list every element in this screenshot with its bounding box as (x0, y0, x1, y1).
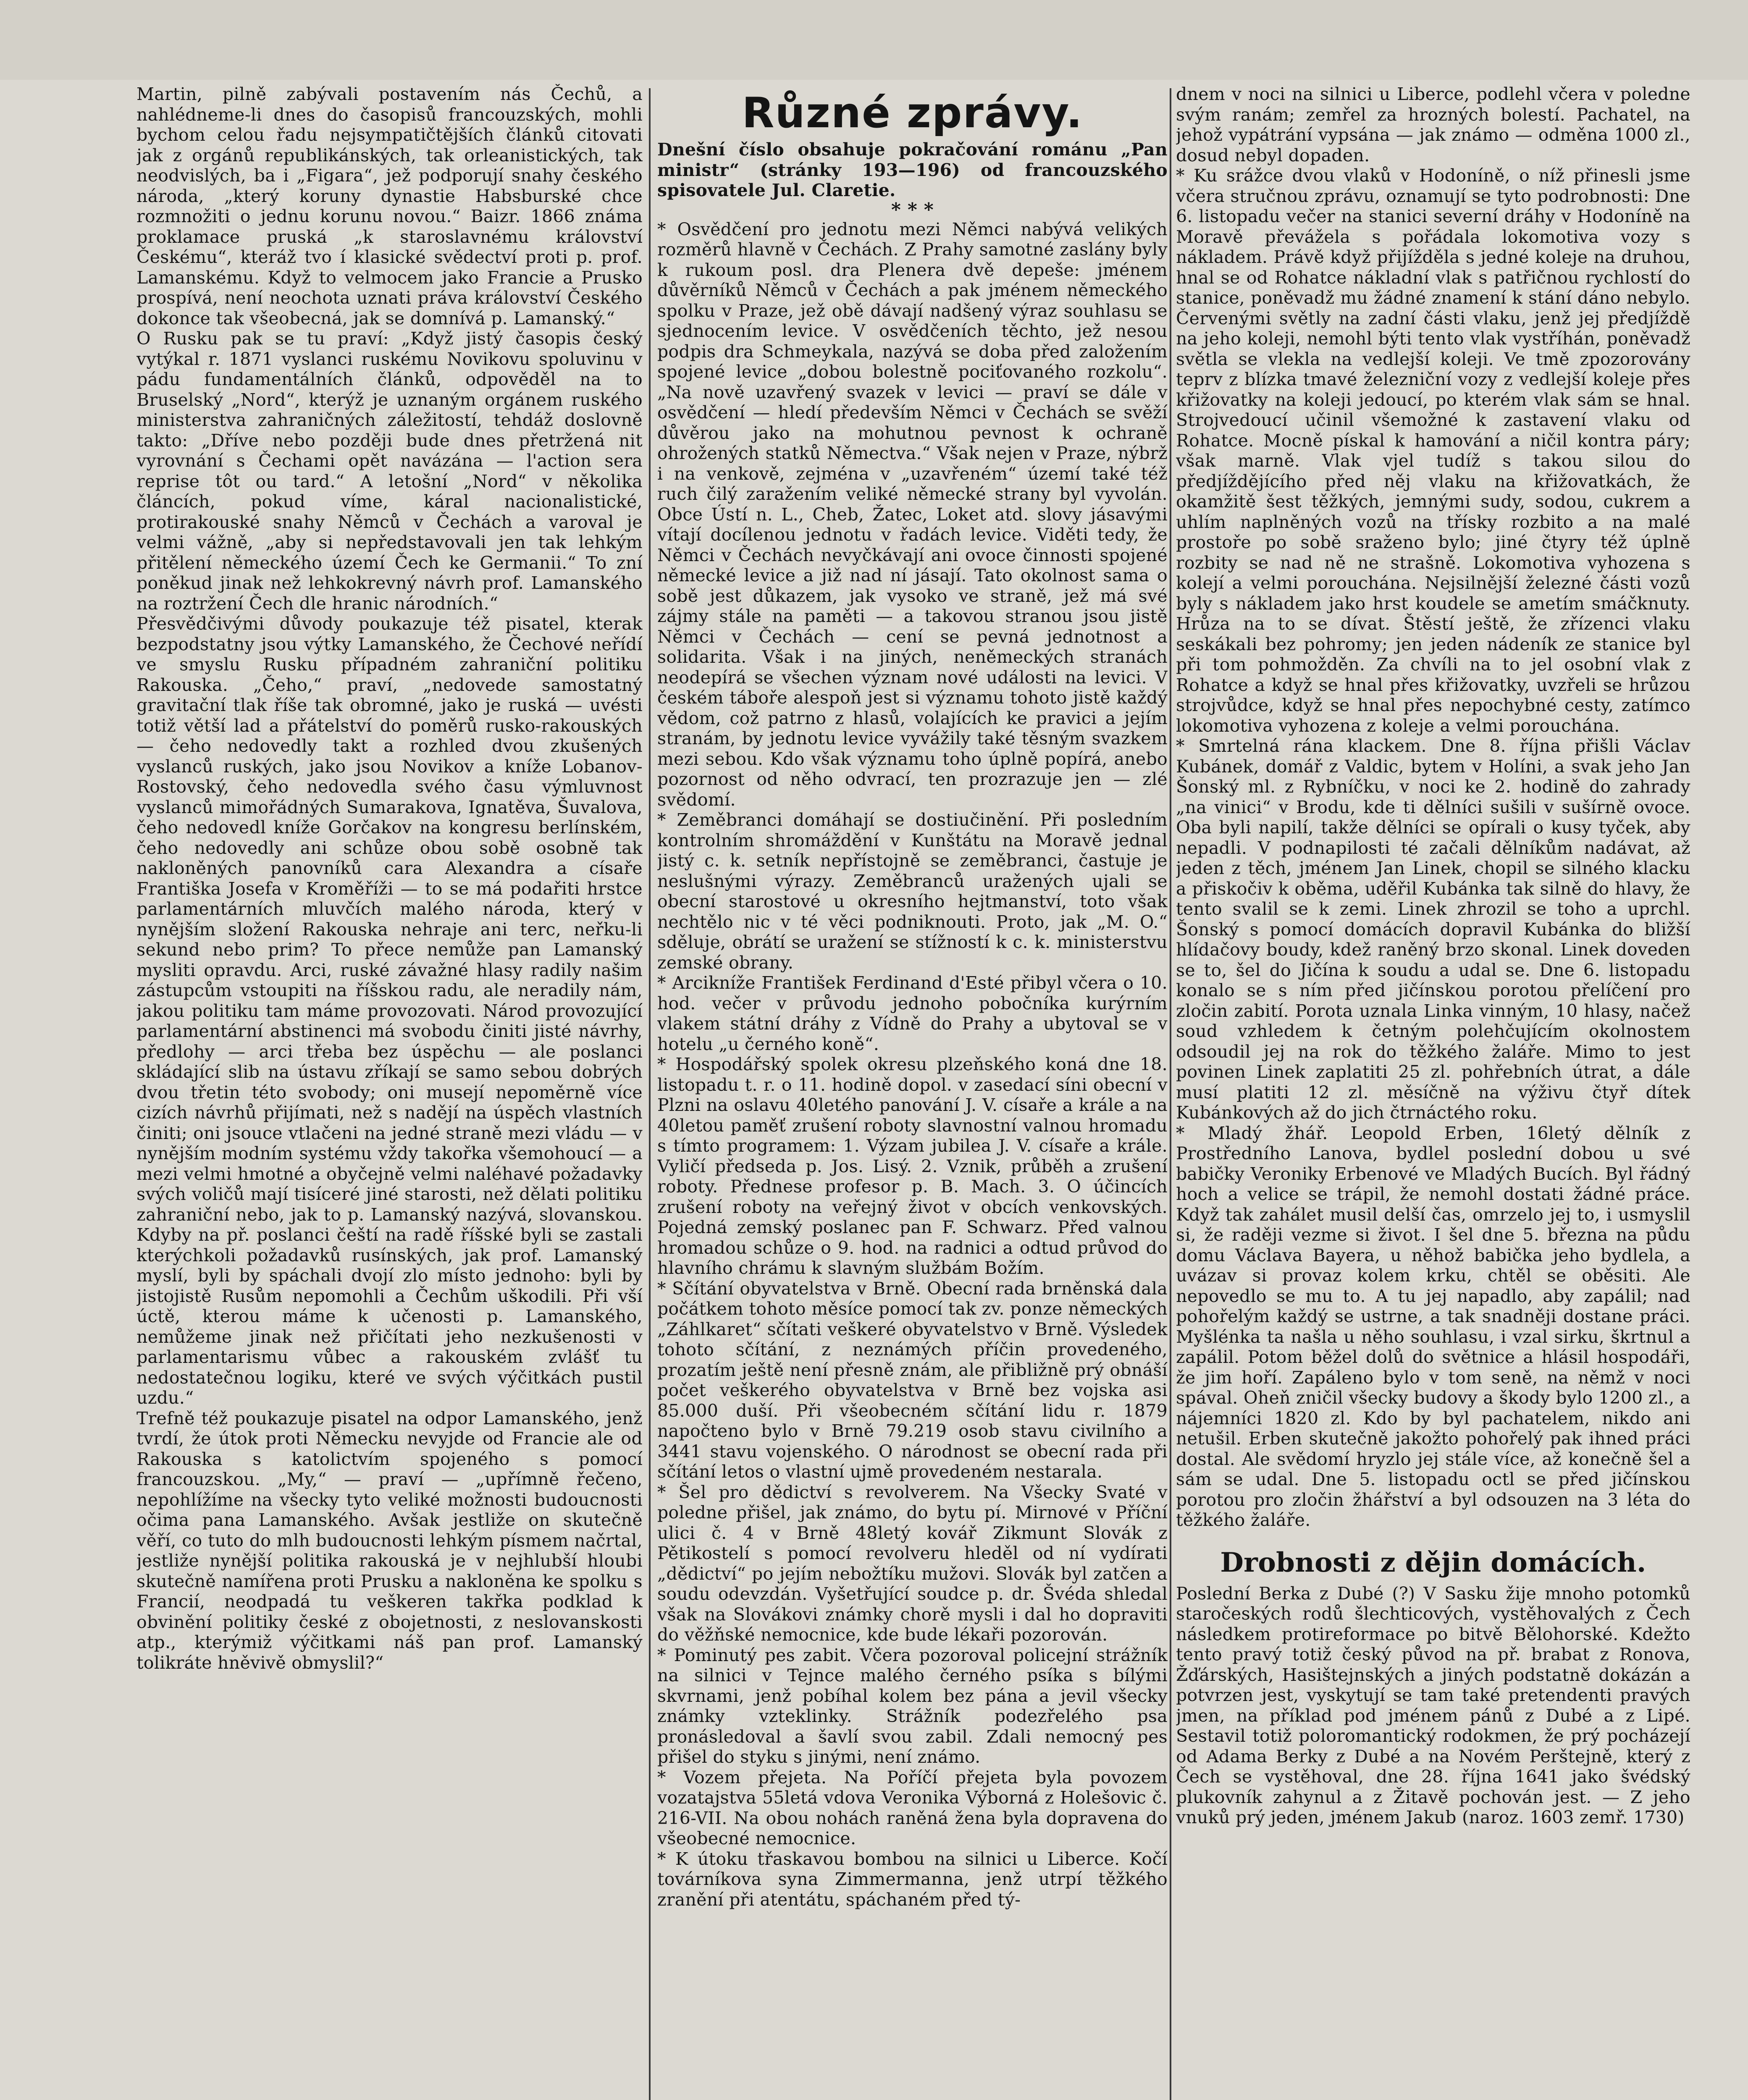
column-1 (136, 84, 643, 2100)
news-item: dnem v noci na silnici u Liberce, podlehl včera v poledne svým ranám; zemřel za hrozných bolestí. Pachatel, na jehož vypátrání vypsána — jak známo — odměna 1000 zl., dosud nebyl dopaden. (1176, 84, 1690, 165)
history-paragraph: Poslední Berka z Dubé (?) V Sasku žije mnoho potomků staročeských rodů šlechticových, vystěhovalých z Čech následkem protireformace po bitvě Bělohorské. Kdežto tento pravý totiž český původ na př. brabat z Ronova, Žďárských, Hasištejnských a jiných podstatně dokázán a potvrzen jest, vyskytují se tam také pretendenti pravých jmen, na příklad pod jménem pánů z Dubé a z Lipé. Sestavil totiž polоromantický rodokmen, že prý pocházejí od Adama Berky z Dubé a na Novém Perštejně, který z Čech se vystěhoval, dne 28. října 1641 jako švédský plukovník zahynul a z Žitavě pochován jest. — Z jeho vnuků prý jeden, jménem Jakub (naroz. 1603 zemř. 1730) (1176, 1583, 1690, 1827)
column-3 (1176, 84, 1690, 2100)
history-heading: Drobnosti z dějin domácích. (1220, 1546, 1646, 1578)
news-item: * Zeměbranci domáhají se dostiučinění. Při posledním kontrolním shromáždění v Kunštátu na Moravě jednal jistý c. k. setník nepřístojně se zeměbranci, častuje je neslušnými výrazy. Zeměbranců uražených ujali se obecní starostové u okresního hejtmanství, toto však nechtělo nic v té věci podniknouti. Proto, jak „M. O.“ sděluje, obrátí se uražení se stížností k c. k. ministerstvu zemské obrany. (657, 810, 1168, 973)
article-paragraph: O Rusku pak se tu praví: „Když jistý časopis český vytýkal r. 1871 vyslanci ruskému Novikovu spoluvinu v pádu fundamentálních článků, odpověděl na to Bruselský „Nord“, kterýž je uznaným orgánem ruského ministerstva zahraničných záležitostí, tehdáž doslovně takto: „Dříve nebo později bude dnes přetržená nit vyrovnání s Čechami opět navázána — l'action sera reprise tôt ou tard.“ A letošní „Nord“ v několika článcích, pokud víme, káral nacionalistické, protirakouské snahy Němců v Čechách a varoval je velmi vážně, „aby si nepředstavovali jen tak lehkým přitělení německého území Čech ke Germanii.“ To zní poněkud jinak než lehkokrevný návrh prof. Lamanského na roztržení Čech dle hranic národních.“ (136, 328, 643, 614)
article-paragraph: Přesvědčivými důvody poukazuje též pisatel, kterak bezpodstatny jsou výtky Lamanského, že Čechové neřídí ve smyslu Rusku případném zahraniční politiku Rakouska. „Čeho,“ praví, „nedovede samostatný gravitační tlak říše tak obromné, jako je ruská — uvésti totiž větší lad a přátelství do poměrů rusko-rakouských — čeho nedovedly takt a rozhled dvou zkušených vyslanců ruských, jako jsou Novikov a kníže Lobanov-Rostovský, čeho nedovedla svého času výmluvnost vyslanců mimořádných Sumarakova, Ignatěva, Šuvalova, čeho nedovedl kníže Gorčakov na kongresu berlínském, čeho nedovedly ani schůze obou sobě osobně tak nakloněných panovníků cara Alexandra a císaře Františka Josefa v Kroměříži — to se má podařiti hrstce parlamentárních mluvčích malého národa, který v nynějším složení Rakouska nehraje ani terc, neřku-li sekund nebo prim? To přece nemůže pan Lamanský mysliti opravdu. Arci, ruské závažné hlasy radily našim zástupcům vstoupiti na říšskou radu, ale neradily nám, jakou politiku tam máme provozovati. Národ provozující parlamentární abstinenci má svobodu činiti jisté návrhy, předlohy — arci třeba bez úspěchu — ale poslanci skládající slib na ústavu zříkají se samo sebou dobrých dvou třetin této svobody; oni musejí nepoměrně více cizích návrhů přijímati, než s nadějí na úspěch vlastních činiti; oni jsouce vtlačeni na jedné straně mezi vládu — v nynějším modním systému vždy takořka všemohoucí — a mezi velmi hmotné a obyčejně velmi naléhavé požadavky svých voličů mají tisíceré jiné starosti, než dělati politiku zahraniční nebo, jak to p. Lamanský nazývá, slovanskou. Kdyby na př. poslanci čeští na radě říšské byli se zastali kterýchkoli požadavků rusínských, jak prof. Lamanský myslí, byli by spáchali dvojí zlo místo jednoho: byli by jistojistě Rusům nepomohli a Čechům uškodili. Při vší úctě, kterou máme k učenosti p. Lamanského, nemůžeme jinak než přičítati jeho nezkušenosti v parlamentarismu vůbec a rakouském zvlášť tu nedostatečnou logiku, které ve svých výčitkách pustil uzdu.“ (136, 614, 643, 1408)
article-paragraph: Trefně též poukazuje pisatel na odpor Lamanského, jenž tvrdí, že útok proti Německu nevyjde od Francie ale od Rakouska s katolictvím spojeného s pomocí francouzskou. „My,“ — praví — „upřímně řečeno, nepohlížíme na všecky tyto veliké možnosti budoucnosti očima pana Lamanského. Avšak jestliže on skutečně věří, co tuto do mlh budoucnosti lehkým písmem načrtal, jestliže nynější politika rakouská je v nejhlubší hloubi skutečně namířena proti Prusku a nakloněna ke spolku s Francií, neodpadá tu veškeren takřka podklad k obvinění politiky české z obojetnosti, z neslovanskosti atp., kterýmiž výčitkami náš pan prof. Lamanský tolikráte hněvivě obmyslil?“ (136, 1408, 643, 1673)
column-rule (1170, 88, 1171, 2100)
news-item: * Šel pro dědictví s revolverem. Na Všecky Svaté v poledne přišel, jak známo, do bytu pí. Mirnové v Příční ulici č. 4 v Brně 48letý kovář Zikmunt Slovák z Pětikostelí s pomocí revolveru hleděl od ní vydírati „dědictví“ po jejím nebožtíku mužovi. Slovák byl zatčen a soudu odevzdán. Vyšetřující soudce p. dr. Švéda shledal však na Slovákovi známky chorě mysli i dal ho dopraviti do věžňské nemocnice, kde bude lékaři pozorován. (657, 1482, 1168, 1645)
news-item: * Ku srážce dvou vlaků v Hodoníně, o níž přinesli jsme včera stručnou zprávu, oznamují se tyto podrobnosti: Dne 6. listopadu večer na stanici severní dráhy v Hodoníně na Moravě převážela s pořádala lokomotiva vozy s nákladem. Právě když přijížděla s jedné koleje na druhou, hnal se od Rohatce nákladní vlak s patřičnou rychlostí do stanice, poněvadž mu žádné znamení k stání dáno nebylo. Červenými světly na zadní části vlaku, jenž jej předjíždě na jeho koleji, nemohl býti tento vlak vystříhán, poněvadž světla se vlekla na vedlejší koleji. Ve tmě zpozorovány teprv z blízka tmavé železniční vozy z vedlejší koleje přes křižovatky na koleji jedoucí, po kterém vlak sám se hnal. Strojvedoucí učinil všemožné k zastavení vlaku od Rohatce. Mocně pískal k hamování a ničil kontra páry; však marně. Vlak vjel tudíž s takou silou do předjíždějícího před něj vlaku na křižovatkách, že okamžitě šest těžkých, jemnými sudy, sodou, cukrem a uhlím naplněných vozů na třísky rozbito a na malé prostoře po sobě sraženo bylo; jiné čtyry též úplně rozbity se nad ně ne strašně. Lokomotiva vyhozena s kolejí a velmi porouchána. Nejsilnější železné části vozů byly s nákladem jako hrst koudele se ametím smáčknuty. Hrůza na to se dívat. Štěstí ještě, že zřízenci vlaku seskákali bez pohromy; jen jeden nádeník ze stanice byl při tom pohmožděn. Za chvíli na to jel osobní vlak z Rohatce a když se hnal přes křižovatky, uvzřeli se hrůzou strojvůdce, když se hnal přes nepochybné cesty, zatímco lokomotiva vyhozena z koleje a velmi porouchána. (1176, 165, 1690, 736)
article-paragraph: Martin, pilně zabývali postavením nás Čechů, a nahlédneme-li dnes do časopisů francouzských, mohli bychom celou řadu nejsympatičtějších článků citovati jak z orgánů republikánských, tak orleanistických, tak neodvislých, ba i „Figara“, jež podporují snahy českého národa, „který koruny dynastie Habsburské chce rozmnožiti o jednu korunu novou.“ Baizr. 1866 známa proklamace pruská „k staroslavnému království Českému“, kteráž tvo í klasické svědectví proti p. prof. Lamanskému. Když to velmocem jako Francie a Prusko prospívá, není neochota uznati práva království Českého dokonce tak všeobecná, jak se domnívá p. Lamanský.“ (136, 84, 643, 328)
news-item: * Arcikníže František Ferdinand d'Esté přibyl včera o 10. hod. večer v průvodu jednoho pobočníka kurýrním vlakem státní dráhy z Vídně do Prahy a ubytoval se v hotelu „u černého koně“. (657, 973, 1168, 1054)
section-intro: Dnešní číslo obsahuje pokračování románu „Pan ministr“ (stránky 193—196) od francouzského spisovatele Jul. Claretie. (657, 139, 1168, 200)
news-item: * K útoku třaskavou bombou na silnici u Liberce. Kočí továrníkova syna Zimmermanna, jenž utrpí těžkého zranění při atentátu, spáchaném před tý- (657, 1848, 1168, 1910)
news-item: * Mladý žhář. Leopold Erben, 16letý dělník z Prostředního Lanova, bydlel poslední dobou u své babičky Veroniky Erbenové ve Mladých Bucích. Byl řádný hoch a velice se trápil, že nemohl dostati žádné práce. Když tak zahálet musil delší čas, omrzelo jej to, i usmyslil si, že raději vezme si život. I šel dne 5. března na půdu domu Václava Bayera, u něhož babička jeho bydlela, a uvázav si provaz kolem krku, chtěl se oběsiti. Ale nepovedlo se mu to. A tu jej napadlo, aby zapálil; nad pohořelým každý se ustrne, a tak snadněji dostane práci. Myšlénka ta našla u něho souhlasu, i vzal sirku, škrtnul a zapálil. Potom běžel dolů do světnice a hlásil hospodáři, že jim hoří. Zapáleno bylo v tom seně, na němž v noci spával. Oheň zničil všecky budovy a škody bylo 1200 zl., a nájemníci 1820 zl. Kdo by byl pachatelem, nikdo ani netušil. Erben skutečně jakožto pohořelý pak ihned práci dostal. Ale svědomí hryzlo jej stále více, až konečně šel a sám se udal. Dne 5. listopadu octl se před jičínskou porotou pro zločin žhářství a byl odsouzen na 3 léta do těžkého žaláře. (1176, 1123, 1690, 1530)
column-2 (657, 84, 1168, 2100)
separator-stars: * * * (891, 199, 934, 220)
news-item: * Hospodářský spolek okresu plzeňského koná dne 18. listopadu t. r. o 11. hodině dopol. v zasedací síni obecní v Plzni na oslavu 40letého panování J. V. císaře a krále a na 40letou paměť zrušení roboty slavnostní valnou hromadu s tímto programem: 1. Výzam jubilea J. V. císaře a krále. Vyličí předseda p. Jos. Lisý. 2. Vznik, průběh a zrušení roboty. Přednese profesor p. B. Mach. 3. O účincích zrušení roboty na veřejný život v obcích venkovských. Pojedná zemský poslanec pan F. Schwarz. Před valnou hromadou schůze o 9. hod. na radnici a odtud průvod do hlavního chrámu k slavným službám Božím. (657, 1054, 1168, 1278)
news-item: * Pominutý pes zabit. Včera pozoroval policejní strážník na silnici v Tejnce malého černého psíka s bílými skvrnami, jenž pobíhal kolem bez pána a jevil všecky známky vzteklinky. Strážník podezřelého psa pronásledoval a šavlí svou zabil. Zdali nemocný pes přišel do styku s jinými, není známo. (657, 1645, 1168, 1767)
news-item: * Osvědčení pro jednotu mezi Němci nabývá velikých rozměrů hlavně v Čechách. Z Prahy samotné zaslány byly k rukoum posl. dra Plenera dvě depeše: jménem důvěrníků Němců v Čechách a pak jménem německého spolku v Praze, jež obě dávají nadšený výraz souhlasu se sjednocením levice. V osvědčeních těchto, jež nesou podpis dra Schmeykala, nazývá se doba před založením spojené levice „dobou bolestně pociťovaného rozkolu“. „Na nově uzavřený svazek v levici — praví se dále v osvědčení — hledí především Němci v Čechách se svěží důvěrou jako na mohutnou pevnost k ochraně ohrožených statků Němectva.“ Však nejen v Praze, nýbrž i na venkově, zejména v „uzavřeném“ území také též ruch čilý zaražením veliké německé strany byl vyvolán. Obce Ústí n. L., Cheb, Žatec, Loket atd. slovy jásavými vítají docílenou jednotu v řadách levice. Viděti tedy, že Němci v Čechách nevyčkávají ani ovoce činnosti spojené německé levice a již nad ní jásají. Tato okolnost sama o sobě jest důkazem, jak vysoko ve straně, jež má své zájmy stále na paměti — a takovou stranou jsou jistě Němci v Čechách — cení se pevná jednotnost a solidarita. Však i na jiných, neněmeckých stranách neodepírá se všechen význam nové události na levici. V českém táboře alespoň jest si významu tohoto jistě každý vědom, což patrno z hlasů, volajících ke pravici a jejím stranám, by jednotu levice vyvážily také těsným svazkem mezi sebou. Kdo však významu toho úplně popírá, anebo pozornost od něho odvrací, ten prozrazuje jen — zlé svědomí. (657, 219, 1168, 810)
section-heading: Různé zprávy. (742, 88, 1083, 137)
news-item: * Sčítání obyvatelstva v Brně. Obecní rada brněnská dala počátkem tohoto měsíce pomocí tak zv. ponze německých „Záhlkaret“ sčítati veškeré obyvatelstvo v Brně. Výsledek tohoto sčítání, z neznámých příčin provedeného, prozatím ještě není přesně znám, ale přibližně prý obnáší počet veškerého obyvatelstva v Brně bez vojska asi 85.000 duší. Při všeobecném sčítání lidu r. 1879 napočteno bylo v Brně 79.219 osob stavu civilního a 3441 stavu vojenského. O národnost se obecní rada při sčítání letos o vlastní ujmě provedeném nestarala. (657, 1278, 1168, 1482)
news-item: * Smrtelná rána klackem. Dne 8. října přišli Václav Kubánek, domář z Valdic, bytem v Holíni, a svak jeho Jan Šonský ml. z Rybníčku, v noci ke 2. hodině do zahrady „na vinici“ v Brodu, kde ti dělníci sušili v sušírně ovoce. Oba byli napilí, takže dělníci se opírali o kusy tyček, aby nepadli. V podnapilosti té začali dělníkům nadávat, až jeden z těch, jménem Jan Linek, chopil se silného klacku a přiskočiv k oběma, uděřil Kubánka tak silně do hlavy, že tento svalil se k zemi. Linek zhrozil se toho a uprchl. Šonský s pomocí domácích dopravil Kubánka do bližší hlídačovy boudy, kdež raněný brzo skonal. Linek doveden se to, šel do Jičína k soudu a udal se. Dne 6. listopadu konalo se s ním před jičínskou porotou přelíčení pro zločin zabití. Porota uznala Linka vinným, 10 hlasy, načež soud vzhledem k četným polehčujícím okolnostem odsoudil jej na rok do těžkého žaláře. Mimo to jest povinen Linek zaplatiti 25 zl. pohřebních útrat, a dále musí platiti 12 zl. měsíčně na výživu čtyř dítek Kubánkových až do jich čtrnáctého roku. (1176, 736, 1690, 1123)
top-margin (0, 0, 1748, 80)
news-item: * Vozem přejeta. Na Poříčí přejeta byla povozem vozatajstva 55letá vdova Veronika Výborná z Holešovic č. 216-VII. Na obou nohách raněná žena byla dopravena do všeobecné nemocnice. (657, 1767, 1168, 1848)
column-rule (649, 88, 651, 2100)
